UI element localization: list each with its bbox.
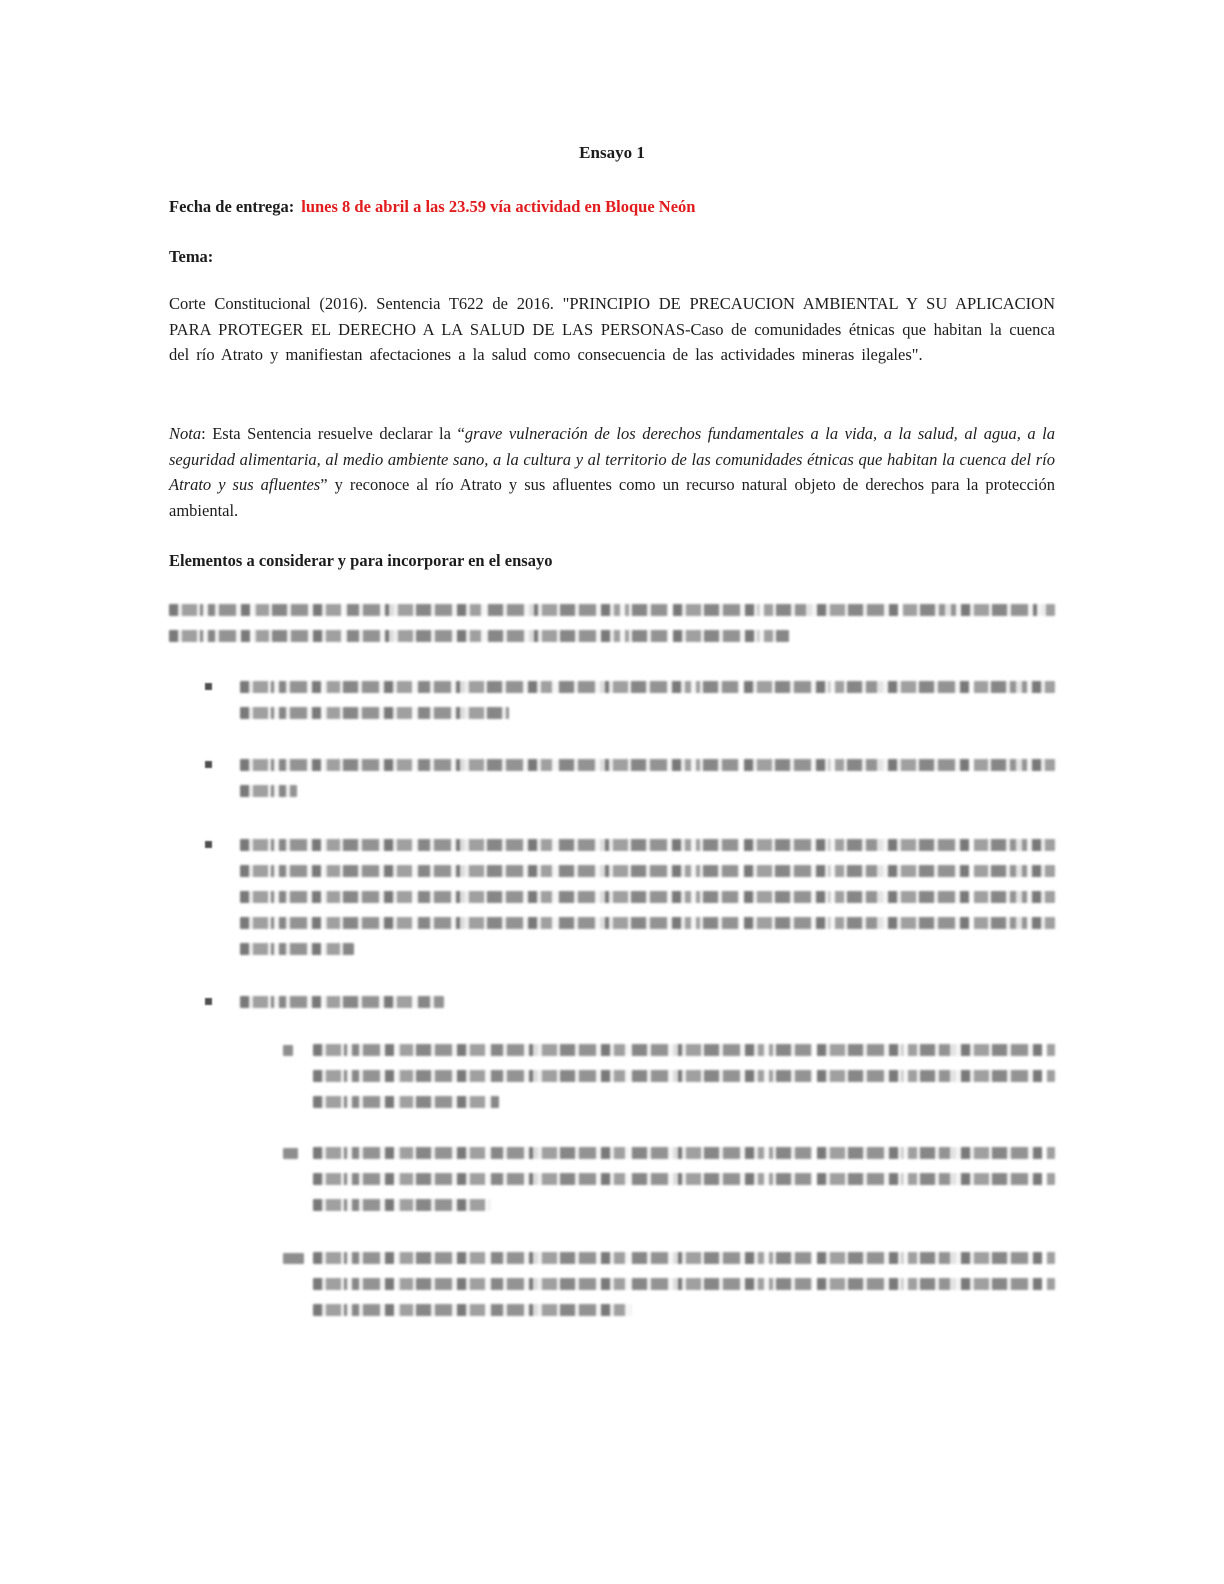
bullet-square-icon (205, 841, 212, 848)
due-date-label: Fecha de entrega: (169, 197, 295, 216)
subitem-marker-i (283, 1045, 293, 1056)
blurred-subitem-text (313, 1044, 1055, 1108)
subitem-iii (169, 1252, 1055, 1316)
subitem-marker-ii (283, 1148, 298, 1159)
document-content (169, 0, 1055, 1584)
topic-paragraph: Corte Constitucional (2016). Sentencia T622 de 2016. "PRINCIPIO DE PRECAUCION AMBIENTAL Y SU APLICACION PARA PROTEGER EL DERECHO A LA SALUD DE LAS PERSONAS-Caso de comunidades étnicas que habitan la cuenca del río Atrato y manifiestan afectaciones a la salud como consecuencia de las actividades mineras ilegales". (169, 294, 1055, 365)
blurred-bullet-text (240, 996, 1055, 1008)
bullet-item-4 (169, 996, 1055, 1008)
bullet-item-3 (169, 839, 1055, 955)
note-quote: grave vulneración de los derechos fundamentales a la vida, a la salud, al agua, a la seguridad alimentaria, al medio ambiente sano, a la cultura y al territorio de las comunidades étnicas que habitan la cuenca del río Atrato y sus afluentes (169, 424, 1055, 495)
bullet-square-icon (205, 998, 212, 1005)
subitem-i (169, 1044, 1055, 1108)
blurred-subitem-text (313, 1147, 1055, 1211)
bullet-square-icon (205, 761, 212, 768)
bullet-item-1 (169, 681, 1055, 719)
note-paragraph (169, 421, 1055, 524)
subitem-ii (169, 1147, 1055, 1211)
bullet-square-icon (205, 683, 212, 690)
note-post-quote: ” y reconoce al río Atrato y sus afluentes como un recurso natural objeto de derechos para la protección ambiental. (169, 475, 1055, 521)
page-title: Ensayo 1 (579, 143, 645, 162)
blurred-bullet-text (240, 759, 1055, 797)
topic-label: Tema: (169, 247, 214, 266)
due-date-value: lunes 8 de abril a las 23.59 vía actividad en Bloque Neón (301, 197, 696, 216)
due-date-line (169, 196, 695, 218)
blurred-intro-paragraph (169, 604, 1055, 642)
blurred-bullet-text (240, 839, 1055, 955)
bullet-item-2 (169, 759, 1055, 797)
elements-heading: Elementos a considerar y para incorporar en el ensayo (169, 551, 553, 570)
blurred-bullet-text (240, 681, 1055, 719)
subitem-marker-iii (283, 1253, 304, 1264)
blurred-subitem-text (313, 1252, 1055, 1316)
note-pre-quote: : Esta Sentencia resuelve declarar la “ (201, 424, 465, 443)
note-label: Nota (169, 424, 202, 443)
